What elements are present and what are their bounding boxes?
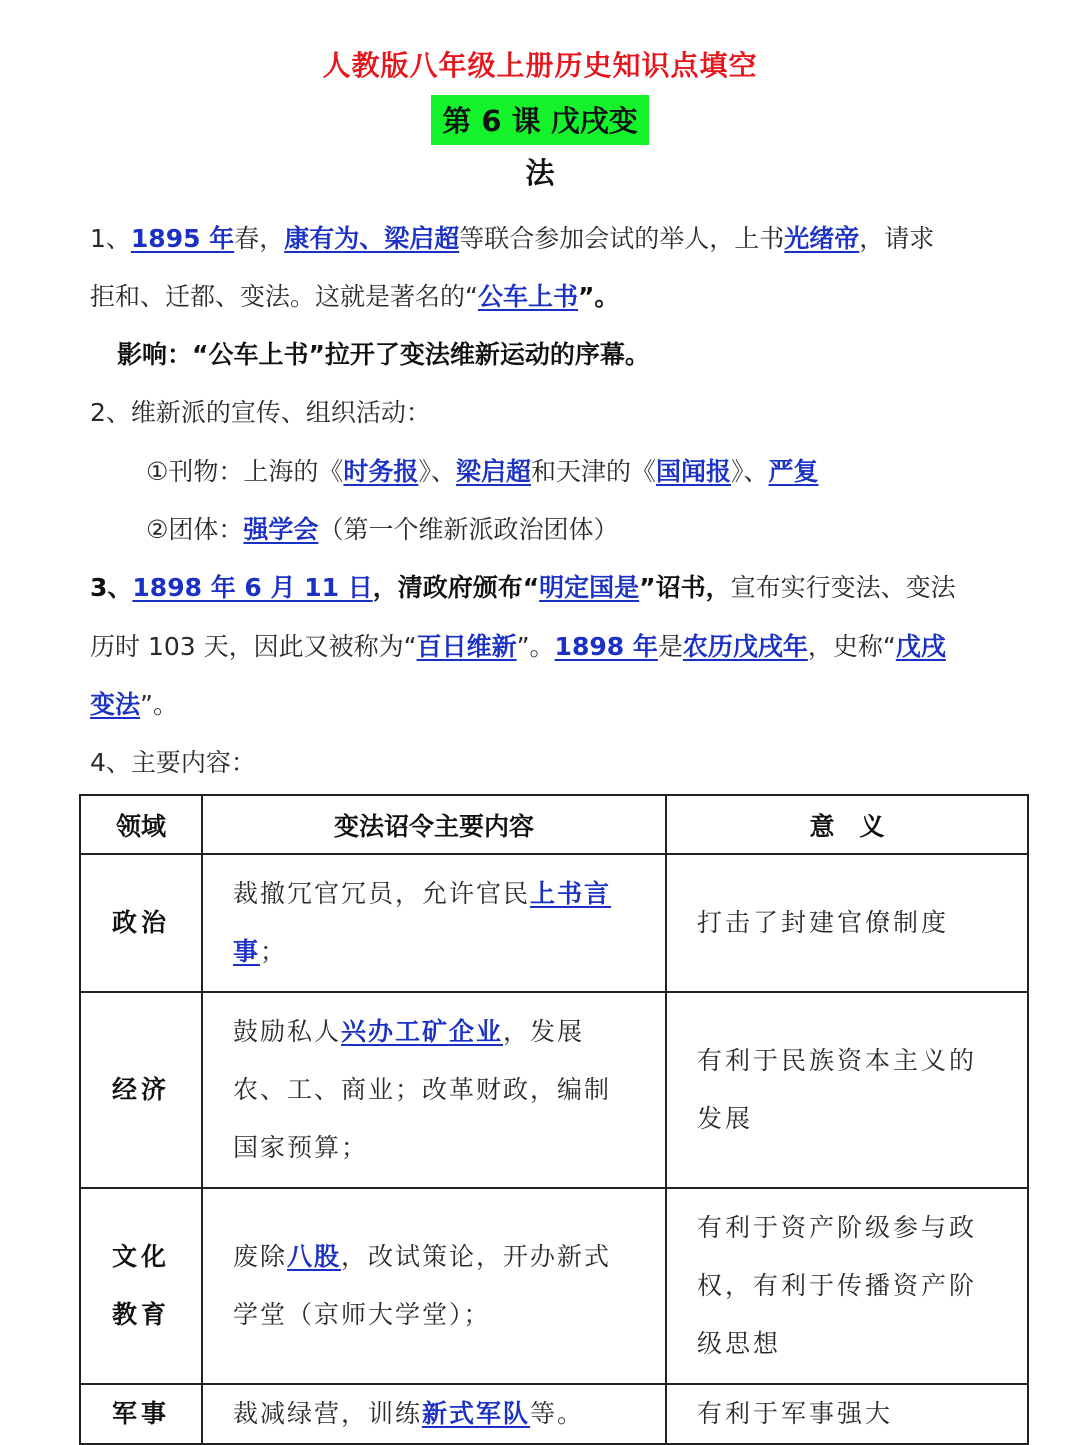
text: 》、 [418, 457, 456, 486]
answer-name-1: 百日维新 [416, 632, 517, 661]
answer-person-1: 梁启超 [455, 457, 531, 486]
answer: 上书言 [530, 879, 612, 908]
text: 等联合参加会试的举人，上书 [459, 224, 785, 253]
text: 有利于民族资本主义的 [697, 1046, 978, 1075]
field-name: 教育 [111, 1300, 170, 1329]
content-cell [202, 1188, 666, 1384]
answer-event: 公车上书 [477, 282, 578, 311]
answer-paper-1: 时务报 [343, 457, 419, 486]
text: 裁撤冗官冗员，允许官民 [233, 879, 531, 908]
text: 废除 [233, 1242, 288, 1271]
paragraph-4-heading: 4、主要内容： [90, 748, 256, 777]
lesson-title: 第 6 课 戊戌变法 [431, 95, 649, 145]
field-name: 政治 [111, 908, 170, 937]
answer-name-2a: 戊戌 [895, 632, 946, 661]
meaning-text: 打击了封建官僚制度 [697, 908, 950, 937]
answer-people: 康有为、梁启超 [284, 224, 460, 253]
table-row [80, 1188, 1028, 1384]
content-cell [202, 1384, 666, 1444]
item-number: 1、 [90, 224, 131, 253]
paragraph-1-line-2 [90, 280, 619, 314]
text: 级思想 [697, 1329, 782, 1358]
text: 权，有利于传播资产阶 [697, 1271, 978, 1300]
answer: 新式军队 [422, 1399, 531, 1428]
answer-year: 1895 年 [130, 224, 235, 253]
answer-edict: 明定国是 [539, 573, 640, 602]
answer-year-2: 1898 年 [554, 632, 658, 661]
table-row [80, 1384, 1028, 1444]
meaning-cell [666, 992, 1028, 1188]
text: 鼓励私人 [233, 1017, 342, 1046]
text: ①刊物：上海的《 [146, 457, 344, 486]
text: 等。 [530, 1399, 585, 1428]
header-meaning: 意 义 [666, 795, 1028, 854]
text: 历时 103 天，因此又被称为“ [90, 632, 417, 661]
text: ，改试策论，开办新式 [341, 1242, 612, 1271]
meaning-text: 有利于军事强大 [697, 1399, 894, 1428]
text: ，发展 [503, 1017, 585, 1046]
press-line [146, 455, 819, 489]
meaning-cell [666, 854, 1028, 992]
answer: 事 [233, 937, 261, 966]
table-row [80, 854, 1028, 992]
text: ”诏书， [639, 573, 731, 602]
text: 宣布实行变法、变法 [730, 573, 956, 602]
answer-lunar-year: 农历戊戌年 [682, 632, 808, 661]
field-cell [80, 1384, 202, 1444]
header-content: 变法诏令主要内容 [202, 795, 666, 854]
text: ，请求 [859, 224, 935, 253]
impact-line [117, 338, 650, 372]
field-name: 经济 [111, 1075, 170, 1104]
text: 是 [657, 632, 683, 661]
answer: 八股 [287, 1242, 342, 1271]
paragraph-3-line-2 [90, 630, 946, 664]
text: ，清政府颁布“ [372, 573, 540, 602]
answer: 兴办工矿企业 [341, 1017, 504, 1046]
text: 国家预算； [233, 1133, 369, 1162]
paragraph-3-line-3 [90, 688, 178, 722]
item-number: 3、 [90, 573, 133, 602]
content-cell [202, 992, 666, 1188]
field-cell [80, 854, 202, 992]
field-cell [80, 992, 202, 1188]
text: ②团体： [146, 515, 244, 544]
meaning-cell [666, 1384, 1028, 1444]
text: （第一个维新派政治团体） [318, 515, 619, 544]
text: 春， [234, 224, 285, 253]
text: 拒和、迁都、变法。这就是著名的“ [90, 282, 478, 311]
field-name: 文化 [111, 1242, 170, 1271]
answer-name-2b: 变法 [90, 690, 141, 719]
text: 发展 [697, 1104, 754, 1133]
answer-emperor: 光绪帝 [784, 224, 860, 253]
text: 农、工、商业；改革财政，编制 [233, 1075, 612, 1104]
page-title: 人教版八年级上册历史知识点填空 [322, 49, 758, 82]
paragraph-3-line-1 [90, 571, 956, 605]
text: 和天津的《 [530, 457, 656, 486]
text: 裁减绿营，训练 [233, 1399, 423, 1428]
text: ； [260, 937, 288, 966]
text: 学堂（京师大学堂）； [233, 1300, 491, 1329]
content-cell [202, 854, 666, 992]
meaning-cell [666, 1188, 1028, 1384]
text: 有利于资产阶级参与政 [697, 1213, 978, 1242]
reform-content-table [79, 794, 1029, 1445]
paragraph-2-heading: 2、维新派的宣传、组织活动： [90, 398, 431, 427]
text: ，史称“ [807, 632, 896, 661]
header-field: 领域 [80, 795, 202, 854]
table-row [80, 992, 1028, 1188]
text: 》、 [731, 457, 769, 486]
text: ”。 [577, 282, 620, 311]
text: ”。 [516, 632, 555, 661]
field-cell [80, 1188, 202, 1384]
table-header-row [80, 795, 1028, 854]
paragraph-1-line-1 [90, 222, 934, 256]
text: ”。 [140, 690, 178, 719]
group-line [146, 513, 618, 547]
answer-person-2: 严复 [768, 457, 819, 486]
impact-label: 影响： [117, 340, 193, 369]
answer-group: 强学会 [243, 515, 319, 544]
answer-paper-2: 国闻报 [655, 457, 731, 486]
impact-text: “公车上书”拉开了变法维新运动的序幕。 [192, 340, 650, 369]
answer-date: 1898 年 6 月 11 日 [132, 573, 373, 602]
field-name: 军事 [111, 1399, 170, 1428]
